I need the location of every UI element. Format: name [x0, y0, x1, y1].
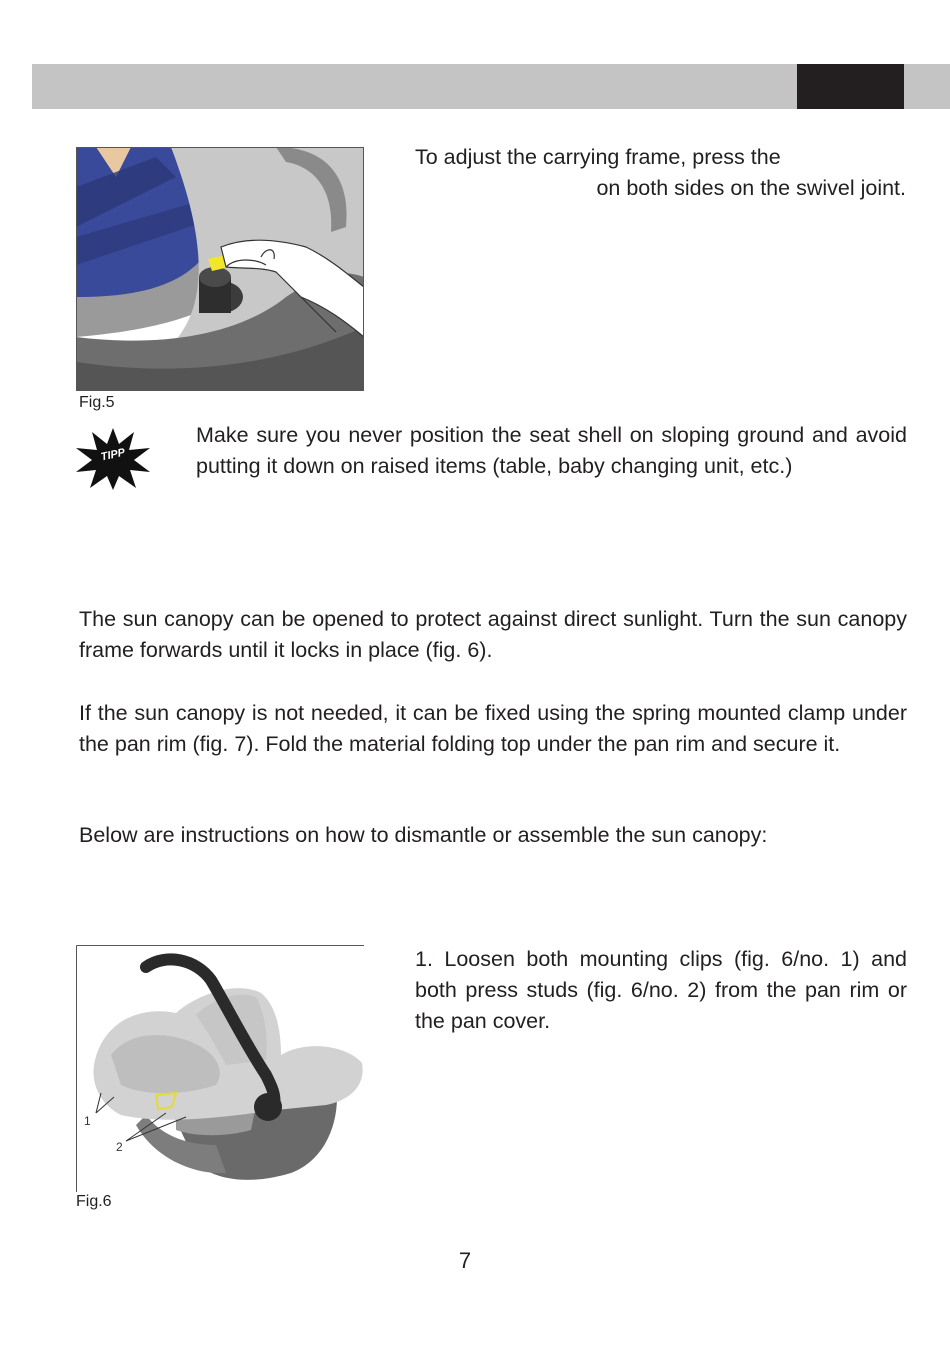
tipp-icon	[74, 426, 152, 492]
fig5-caption: Fig.5	[79, 394, 115, 411]
fig6-label-1: 1	[84, 1114, 91, 1128]
header-tab	[797, 64, 904, 109]
fig6-label-2: 2	[116, 1140, 123, 1154]
fig6-caption: Fig.6	[76, 1193, 112, 1210]
page-number: 7	[458, 1248, 472, 1273]
fig5-text-line1: To adjust the carrying frame, press the	[415, 145, 781, 169]
tip-text: Make sure you never position the seat shell on sloping ground and avoid putting it down on raised items (table, baby changing unit, etc.)	[196, 423, 907, 478]
fig5-text-line2: on both sides on the swivel joint.	[596, 176, 906, 200]
fig6-step1: 1. Loosen both mounting clips (fig. 6/no. 1) and both press studs (fig. 6/no. 2) from the pan rim or the pan cover.	[415, 947, 907, 1033]
sun-canopy-para1: The sun canopy can be opened to protect against direct sunlight. Turn the sun canopy frame forwards until it locks in place (fig. 6).	[79, 607, 907, 662]
fig6-illustration	[76, 945, 364, 1192]
tipp-icon-label: TIPP	[99, 446, 127, 464]
fig5-illustration	[76, 147, 364, 391]
sun-canopy-para3: Below are instructions on how to dismantle or assemble the sun canopy:	[79, 823, 768, 847]
sun-canopy-para2: If the sun canopy is not needed, it can be fixed using the spring mounted clamp under the pan rim (fig. 7). Fold the material folding top under the pan rim and secure it.	[79, 701, 907, 756]
